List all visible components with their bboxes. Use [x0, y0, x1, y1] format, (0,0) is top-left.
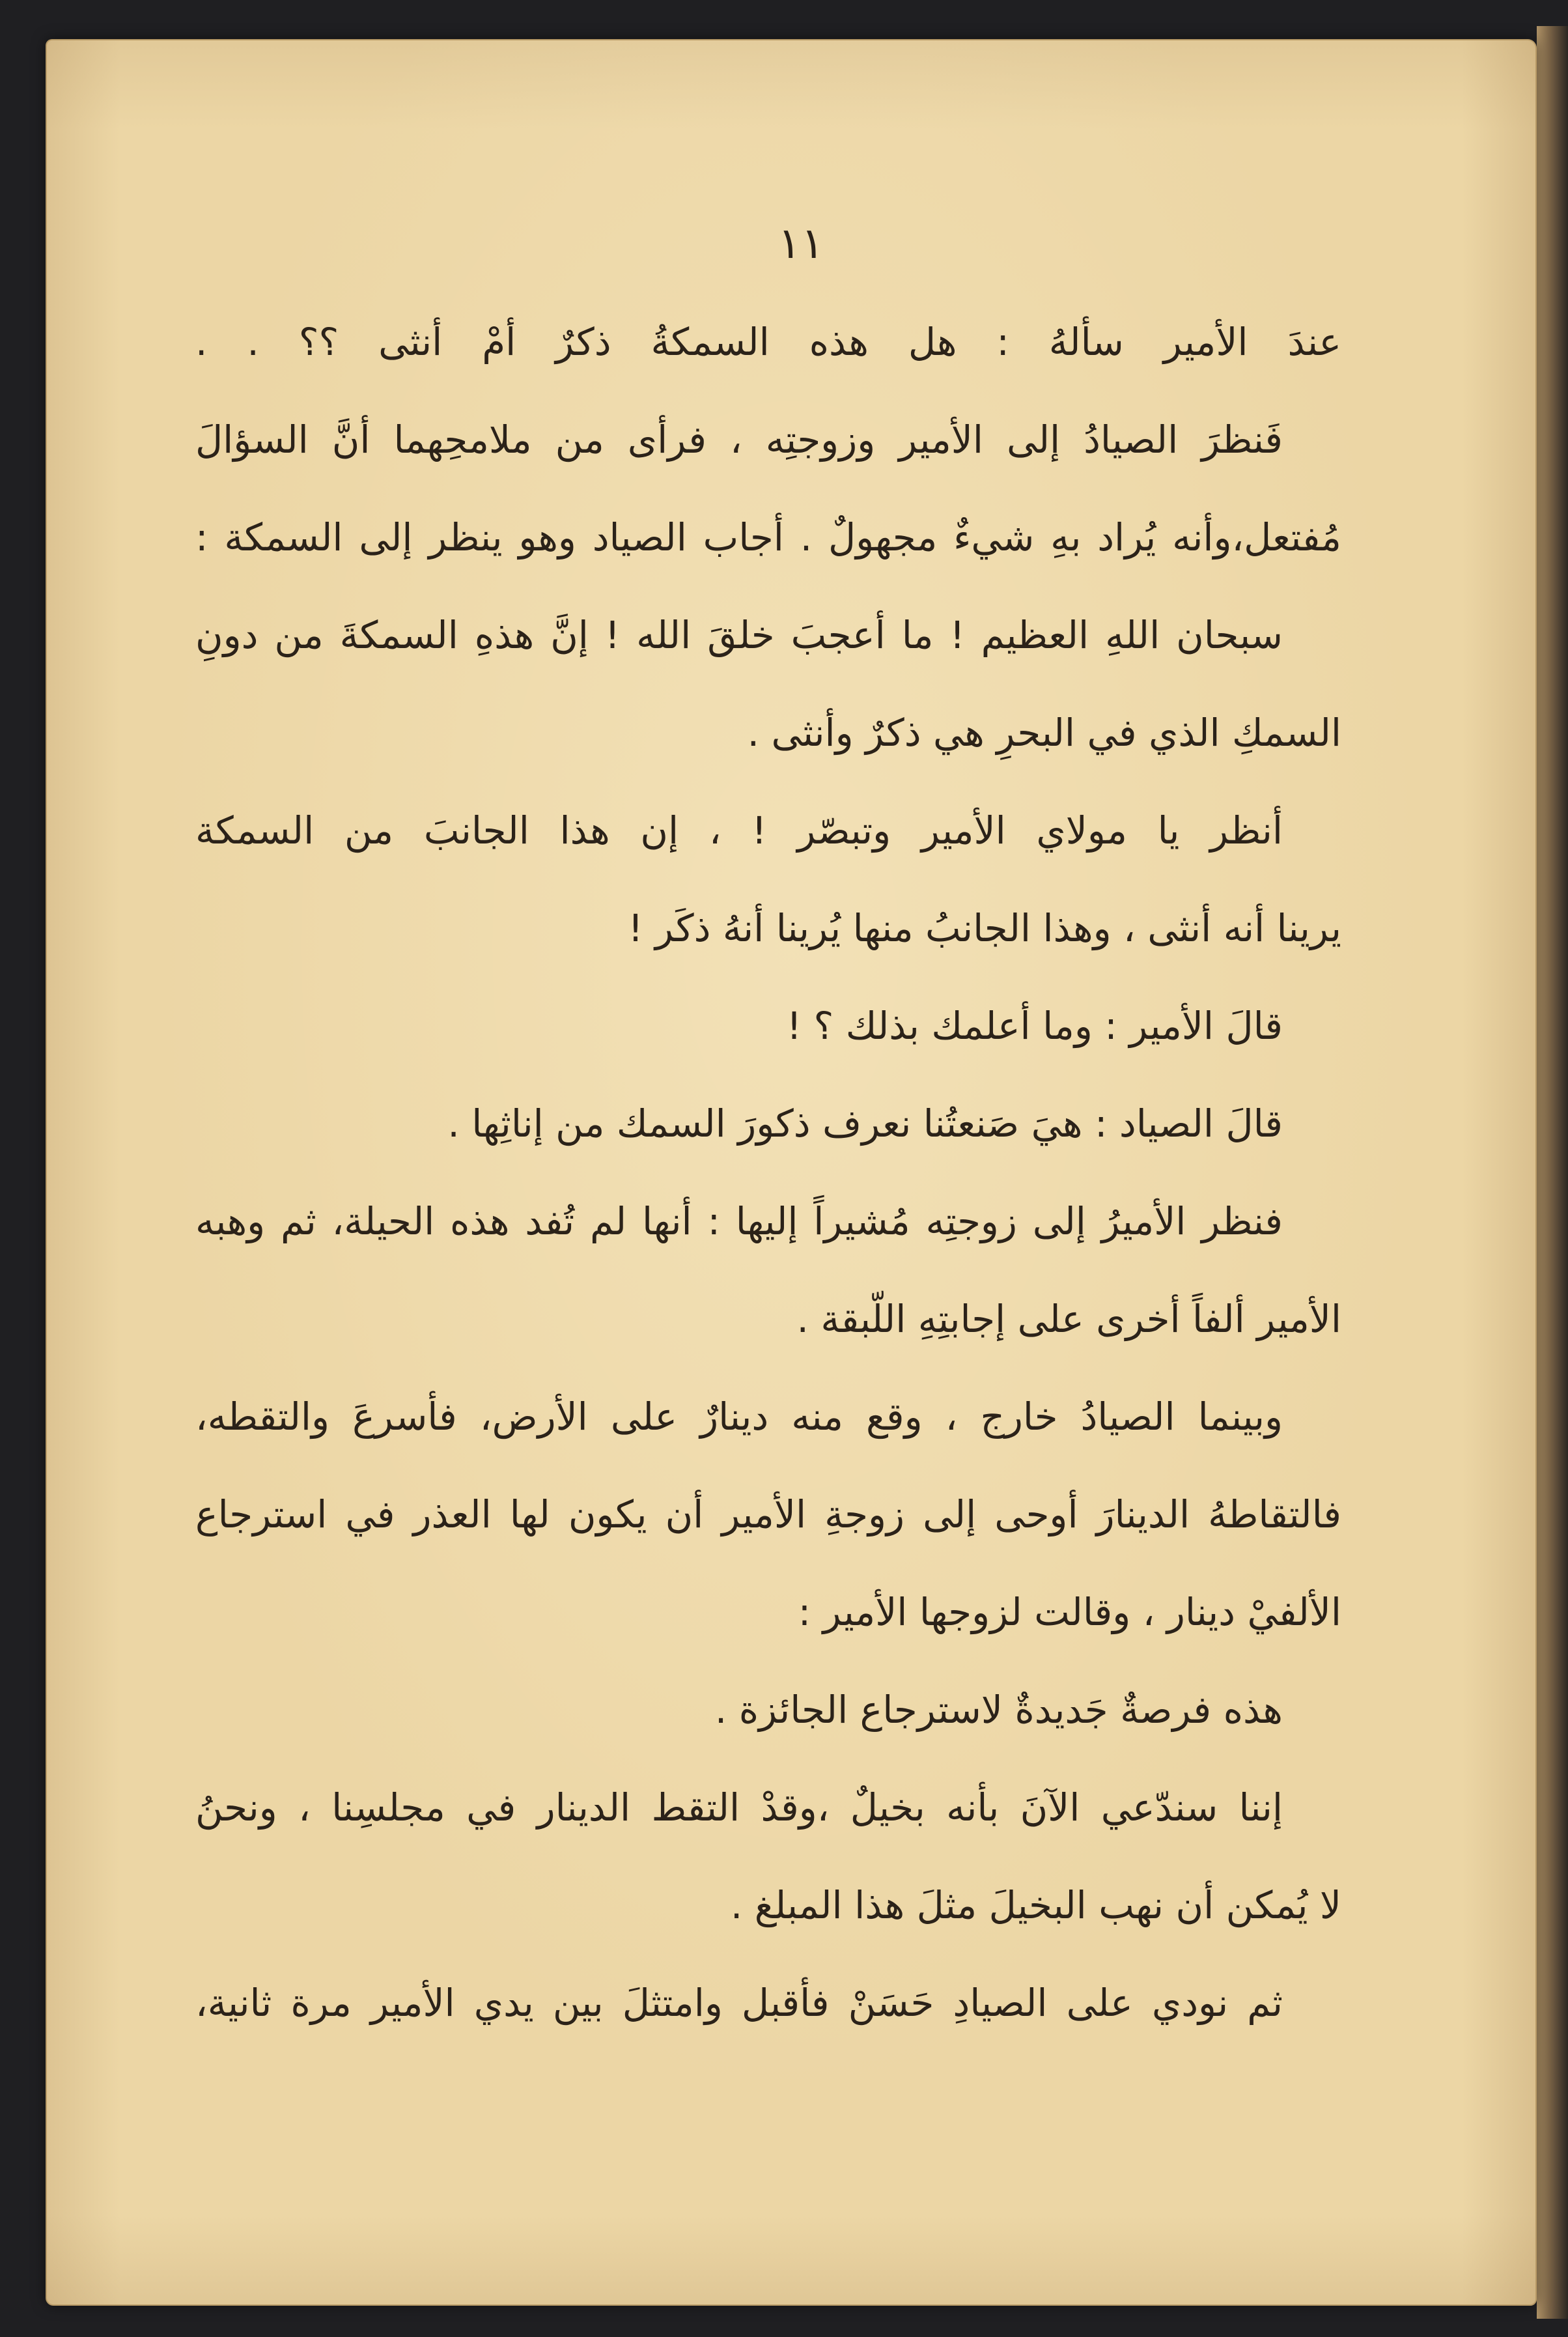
text-line-6: أنظر يا مولاي الأمير وتبصّر ! ، إن هذا الجانبَ من السمكة — [195, 808, 1283, 853]
text-line-1: عندَ الأمير سألهُ : هل هذه السمكةُ ذكرٌ أمْ أنثى ؟؟ . . — [195, 320, 1341, 364]
text-line-9: قالَ الصياد : هيَ صَنعتُنا نعرف ذكورَ السمك من إناثِها . — [447, 1101, 1283, 1146]
text-line-8: قالَ الأمير : وما أعلمك بذلك ؟ ! — [786, 1004, 1283, 1048]
page-number: ١١ — [777, 218, 824, 268]
text-line-7: يرينا أنه أنثى ، وهذا الجانبُ منها يُرينا أنهُ ذكَر ! — [628, 906, 1341, 950]
text-line-13: فالتقاطهُ الدينارَ أوحى إلى زوجةِ الأمير أن يكون لها العذر في استرجاع — [195, 1492, 1341, 1537]
body-text — [195, 293, 1341, 2052]
text-line-16: إننا سندّعي الآنَ بأنه بخيلٌ ،وقدْ التقط الدينار في مجلسِنا ، ونحنُ — [195, 1785, 1283, 1830]
text-line-4: سبحان اللهِ العظيم ! ما أعجبَ خلقَ الله ! إنَّ هذهِ السمكةَ من دونِ — [195, 613, 1283, 657]
text-line-3: مُفتعل،وأنه يُراد بهِ شيءٌ مجهولٌ . أجاب الصياد وهو ينظر إلى السمكة : — [195, 515, 1341, 559]
text-line-12: وبينما الصيادُ خارج ، وقع منه دينارٌ على الأرض، فأسرعَ والتقطه، — [195, 1395, 1283, 1439]
text-line-14: الألفيْ دينار ، وقالت لزوجها الأمير : — [798, 1590, 1341, 1634]
text-line-10: فنظر الأميرُ إلى زوجتِه مُشيراً إليها : أنها لم تُفد هذه الحيلة، ثم وهبه — [195, 1199, 1283, 1243]
text-line-11: الأمير ألفاً أخرى على إجابتِهِ اللّبقة . — [796, 1297, 1341, 1341]
text-line-18: ثم نودي على الصيادِ حَسَنْ فأقبل وامتثلَ بين يدي الأمير مرة ثانية، — [195, 1981, 1283, 2025]
text-line-5: السمكِ الذي في البحرِ هي ذكرٌ وأنثى . — [747, 711, 1341, 755]
book-edge — [1537, 26, 1568, 2319]
text-line-2: فَنظرَ الصيادُ إلى الأمير وزوجتِه ، فرأى من ملامحِهما أنَّ السؤالَ — [195, 418, 1283, 462]
text-line-17: لا يُمكن أن نهب البخيلَ مثلَ هذا المبلغ . — [730, 1883, 1341, 1927]
text-line-15: هذه فرصةٌ جَديدةٌ لاسترجاع الجائزة . — [714, 1688, 1283, 1732]
